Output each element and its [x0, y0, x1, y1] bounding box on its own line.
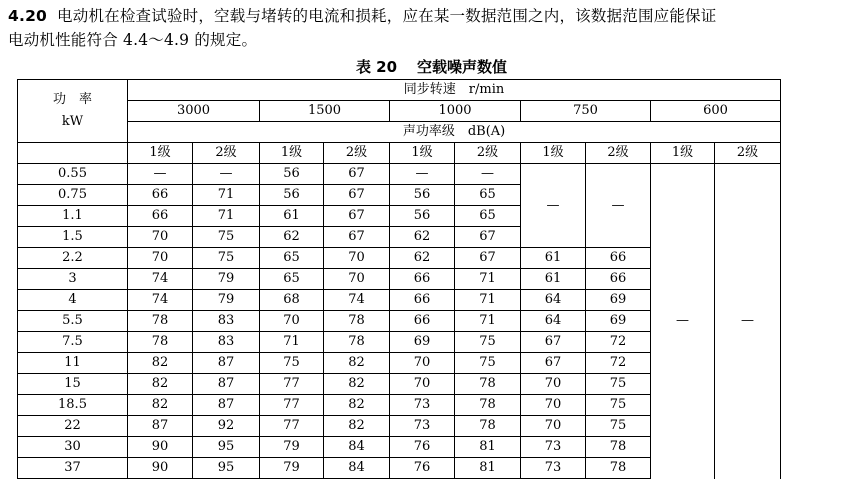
- noise-value: 71: [193, 206, 260, 227]
- noise-value: 67: [324, 164, 390, 185]
- power-value: 0.75: [18, 185, 128, 206]
- power-value: 1.1: [18, 206, 128, 227]
- noise-value: 78: [128, 332, 193, 353]
- noise-value: 62: [260, 227, 324, 248]
- noise-value: 75: [455, 332, 521, 353]
- noise-value: 65: [455, 206, 521, 227]
- noise-value: 70: [390, 353, 455, 374]
- noise-value: 69: [586, 311, 651, 332]
- speed-1500: 1500: [260, 101, 390, 122]
- noise-value: 82: [128, 395, 193, 416]
- noise-value: 73: [521, 458, 586, 479]
- noise-value: 72: [586, 332, 651, 353]
- noise-value: 78: [128, 311, 193, 332]
- power-header-cell: [18, 80, 128, 143]
- power-value: 18.5: [18, 395, 128, 416]
- noise-value: 78: [586, 458, 651, 479]
- noise-value: 70: [521, 416, 586, 437]
- noise-value: —: [390, 164, 455, 185]
- noise-value: 95: [193, 458, 260, 479]
- noise-value: 70: [521, 374, 586, 395]
- noise-value: 74: [128, 290, 193, 311]
- noise-value: 66: [128, 185, 193, 206]
- noise-value: 67: [324, 206, 390, 227]
- noise-value: —: [128, 164, 193, 185]
- noise-value: 62: [390, 248, 455, 269]
- noise-value: 75: [586, 374, 651, 395]
- noise-value: 82: [324, 374, 390, 395]
- noise-value: 78: [586, 437, 651, 458]
- speed-600: 600: [651, 101, 781, 122]
- noise-value: 56: [260, 185, 324, 206]
- merged-dash-cell: —: [715, 164, 781, 479]
- noise-value: 67: [455, 227, 521, 248]
- power-value: 15: [18, 374, 128, 395]
- noise-value: 84: [324, 458, 390, 479]
- sound-level-header: 声功率级 dB(A): [128, 122, 781, 143]
- table-title: 空载噪声数值: [417, 58, 508, 76]
- noise-value: 70: [324, 269, 390, 290]
- noise-value: 78: [455, 416, 521, 437]
- noise-value: 66: [390, 311, 455, 332]
- power-value: 5.5: [18, 311, 128, 332]
- noise-value: 79: [193, 290, 260, 311]
- grade-label: 1级: [521, 143, 586, 164]
- noise-value: 79: [193, 269, 260, 290]
- noise-value: 73: [521, 437, 586, 458]
- noise-value: 69: [390, 332, 455, 353]
- noise-value: —: [193, 164, 260, 185]
- power-value: 3: [18, 269, 128, 290]
- noise-value: 76: [390, 458, 455, 479]
- noise-value: 56: [260, 164, 324, 185]
- grade-label: 2级: [455, 143, 521, 164]
- noise-value: 67: [521, 332, 586, 353]
- noise-value: 67: [324, 227, 390, 248]
- noise-value: 66: [128, 206, 193, 227]
- noise-value: 71: [455, 269, 521, 290]
- noise-value: 79: [260, 437, 324, 458]
- noise-value: 81: [455, 458, 521, 479]
- noise-value: 71: [260, 332, 324, 353]
- noise-value: 66: [586, 248, 651, 269]
- noise-value: 79: [260, 458, 324, 479]
- noise-value: 64: [521, 290, 586, 311]
- noise-value: 65: [260, 269, 324, 290]
- noise-value: 75: [193, 227, 260, 248]
- clause-paragraph: [8, 4, 853, 52]
- noise-value: 73: [390, 416, 455, 437]
- noise-value: —: [455, 164, 521, 185]
- noise-value: 67: [521, 353, 586, 374]
- sync-speed-header: 同步转速 r/min: [128, 80, 781, 101]
- noise-value: 68: [260, 290, 324, 311]
- noise-value: 70: [324, 248, 390, 269]
- noise-value: 82: [324, 395, 390, 416]
- noise-value: 61: [521, 248, 586, 269]
- noise-value: 82: [324, 416, 390, 437]
- noise-value: 67: [455, 248, 521, 269]
- noise-value: 67: [324, 185, 390, 206]
- grade-label: 1级: [390, 143, 455, 164]
- table-row: [18, 164, 781, 185]
- merged-dash-cell: —: [586, 164, 651, 248]
- noise-value: 56: [390, 206, 455, 227]
- noise-value: 69: [586, 290, 651, 311]
- noise-value: 82: [324, 353, 390, 374]
- grade-label: 2级: [324, 143, 390, 164]
- noise-value: 71: [193, 185, 260, 206]
- noise-value: 66: [390, 269, 455, 290]
- noise-value: 66: [586, 269, 651, 290]
- power-header: 功 率: [52, 92, 92, 107]
- merged-dash-cell: —: [521, 164, 586, 248]
- noise-value: 70: [128, 227, 193, 248]
- grade-label: 1级: [651, 143, 715, 164]
- noise-value: 75: [260, 353, 324, 374]
- noise-value: 70: [521, 395, 586, 416]
- table-number: 表 20: [355, 58, 398, 76]
- noise-value: 70: [390, 374, 455, 395]
- noise-value: 64: [521, 311, 586, 332]
- noise-value: 78: [324, 332, 390, 353]
- noise-value: 73: [390, 395, 455, 416]
- grade-label: 2级: [586, 143, 651, 164]
- power-value: 22: [18, 416, 128, 437]
- table-caption: [0, 56, 863, 77]
- speed-750: 750: [521, 101, 651, 122]
- noise-value: 87: [193, 374, 260, 395]
- noise-value: 65: [260, 248, 324, 269]
- noise-table-wrapper: [17, 79, 781, 479]
- noise-value: 70: [260, 311, 324, 332]
- noise-value: 66: [390, 290, 455, 311]
- noise-value: 61: [521, 269, 586, 290]
- noise-value: 83: [193, 332, 260, 353]
- noise-value: 72: [586, 353, 651, 374]
- grade-label: 2级: [193, 143, 260, 164]
- speed-1000: 1000: [390, 101, 521, 122]
- grade-label: 2级: [715, 143, 781, 164]
- noise-value: 78: [324, 311, 390, 332]
- noise-value: 92: [193, 416, 260, 437]
- noise-value: 87: [128, 416, 193, 437]
- noise-value: 75: [455, 353, 521, 374]
- noise-value: 87: [193, 353, 260, 374]
- noise-value: 90: [128, 458, 193, 479]
- noise-table: [17, 79, 781, 479]
- power-value: 2.2: [18, 248, 128, 269]
- noise-value: 77: [260, 374, 324, 395]
- noise-value: 87: [193, 395, 260, 416]
- noise-value: 74: [324, 290, 390, 311]
- noise-value: 82: [128, 353, 193, 374]
- power-value: 30: [18, 437, 128, 458]
- power-value: 1.5: [18, 227, 128, 248]
- power-value: 7.5: [18, 332, 128, 353]
- power-value: 4: [18, 290, 128, 311]
- merged-dash-cell: —: [651, 164, 715, 479]
- power-value: 11: [18, 353, 128, 374]
- noise-value: 62: [390, 227, 455, 248]
- noise-value: 71: [455, 290, 521, 311]
- noise-value: 83: [193, 311, 260, 332]
- grade-label: 1级: [260, 143, 324, 164]
- grade-label: 1级: [128, 143, 193, 164]
- noise-value: 78: [455, 395, 521, 416]
- noise-value: 75: [586, 416, 651, 437]
- power-value: 0.55: [18, 164, 128, 185]
- noise-value: 82: [128, 374, 193, 395]
- speed-3000: 3000: [128, 101, 260, 122]
- noise-value: 77: [260, 395, 324, 416]
- noise-value: 74: [128, 269, 193, 290]
- noise-value: 81: [455, 437, 521, 458]
- noise-value: 61: [260, 206, 324, 227]
- clause-number: 4.20: [8, 7, 48, 25]
- noise-value: 78: [455, 374, 521, 395]
- noise-value: 77: [260, 416, 324, 437]
- noise-value: 84: [324, 437, 390, 458]
- noise-value: 65: [455, 185, 521, 206]
- noise-value: 75: [586, 395, 651, 416]
- noise-value: 71: [455, 311, 521, 332]
- noise-value: 90: [128, 437, 193, 458]
- power-unit: kW: [61, 114, 84, 129]
- noise-value: 75: [193, 248, 260, 269]
- clause-text-line1: 电动机在检查试验时，空载与堵转的电流和损耗，应在某一数据范围之内，该数据范围应能保证: [57, 7, 717, 25]
- power-value: 37: [18, 458, 128, 479]
- noise-value: 56: [390, 185, 455, 206]
- noise-value: 95: [193, 437, 260, 458]
- clause-text-line2: 电动机性能符合 4.4～4.9 的规定。: [8, 31, 258, 49]
- noise-value: 70: [128, 248, 193, 269]
- noise-value: 76: [390, 437, 455, 458]
